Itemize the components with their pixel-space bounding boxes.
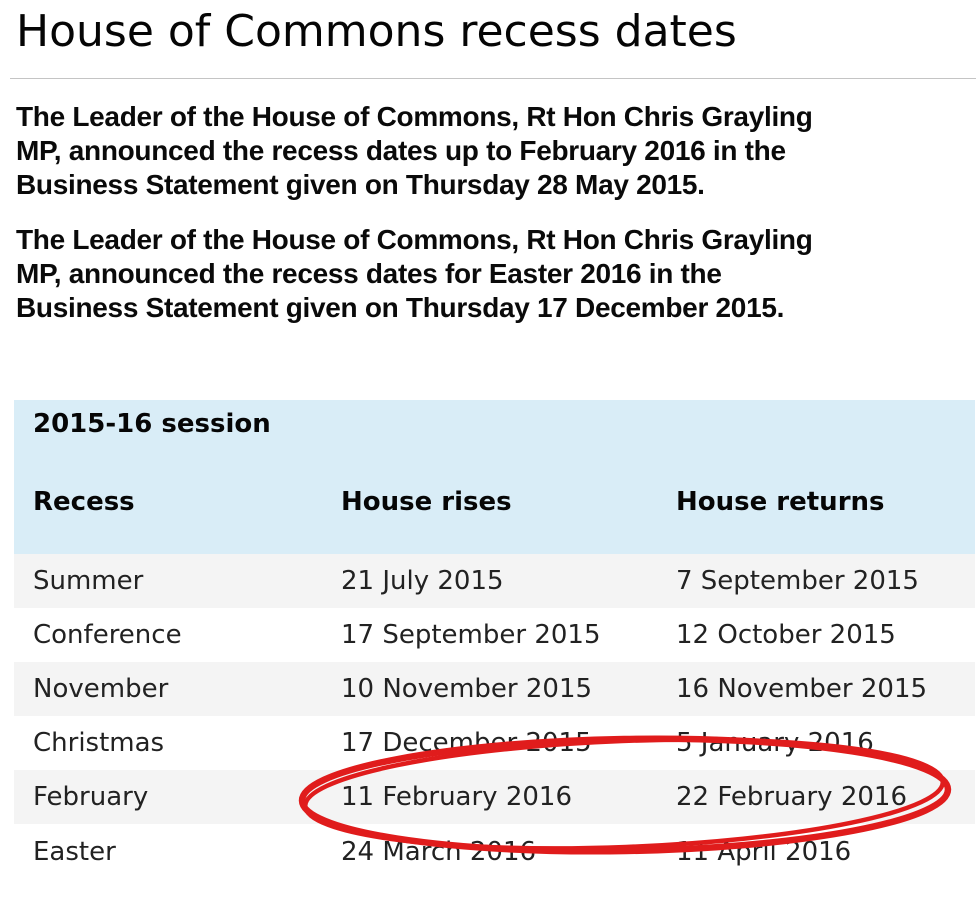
column-header-house-rises: House rises (341, 487, 512, 517)
house-rises-cell: 24 March 2016 (341, 837, 537, 867)
house-rises-cell: 10 November 2015 (341, 674, 593, 704)
column-header-recess: Recess (33, 487, 135, 517)
table-row-easter (14, 824, 975, 897)
paragraph-line: Business Statement given on Thursday 28 May 2015. (16, 169, 705, 200)
house-rises-cell: 11 February 2016 (341, 782, 572, 812)
session-title: 2015-16 session (33, 409, 271, 439)
house-returns-cell: 22 February 2016 (676, 782, 907, 812)
recess-cell: February (33, 782, 149, 812)
recess-cell: Christmas (33, 728, 165, 758)
column-header-house-returns: House returns (676, 487, 885, 517)
house-returns-cell: 7 September 2015 (676, 566, 919, 596)
table-row-christmas (14, 716, 975, 770)
paragraph-line: The Leader of the House of Commons, Rt Hon Chris Grayling (16, 224, 813, 255)
column-header-row (33, 487, 975, 518)
table-row-conference (14, 608, 975, 662)
recess-cell: Summer (33, 566, 144, 596)
house-returns-cell: 11 April 2016 (676, 837, 852, 867)
house-rises-cell: 17 September 2015 (341, 620, 601, 650)
announcement-paragraph-december-2015 (16, 223, 813, 325)
paragraph-line: MP, announced the recess dates for Easter 2016 in the (16, 258, 722, 289)
announcement-paragraph-may-2015 (16, 100, 813, 202)
page-title: House of Commons recess dates (16, 6, 737, 57)
house-rises-cell: 17 December 2015 (341, 728, 592, 758)
table-header-block (14, 400, 975, 554)
recess-cell: Conference (33, 620, 182, 650)
recess-dates-table (14, 400, 975, 897)
table-row-february (14, 770, 975, 824)
house-returns-cell: 5 January 2016 (676, 728, 874, 758)
table-row-november (14, 662, 975, 716)
paragraph-line: The Leader of the House of Commons, Rt Hon Chris Grayling (16, 101, 813, 132)
paragraph-line: MP, announced the recess dates up to February 2016 in the (16, 135, 786, 166)
house-returns-cell: 12 October 2015 (676, 620, 896, 650)
recess-cell: November (33, 674, 169, 704)
house-returns-cell: 16 November 2015 (676, 674, 928, 704)
table-row-summer (14, 554, 975, 608)
recess-cell: Easter (33, 837, 116, 867)
title-divider (10, 78, 976, 79)
paragraph-line: Business Statement given on Thursday 17 December 2015. (16, 292, 785, 323)
house-rises-cell: 21 July 2015 (341, 566, 504, 596)
